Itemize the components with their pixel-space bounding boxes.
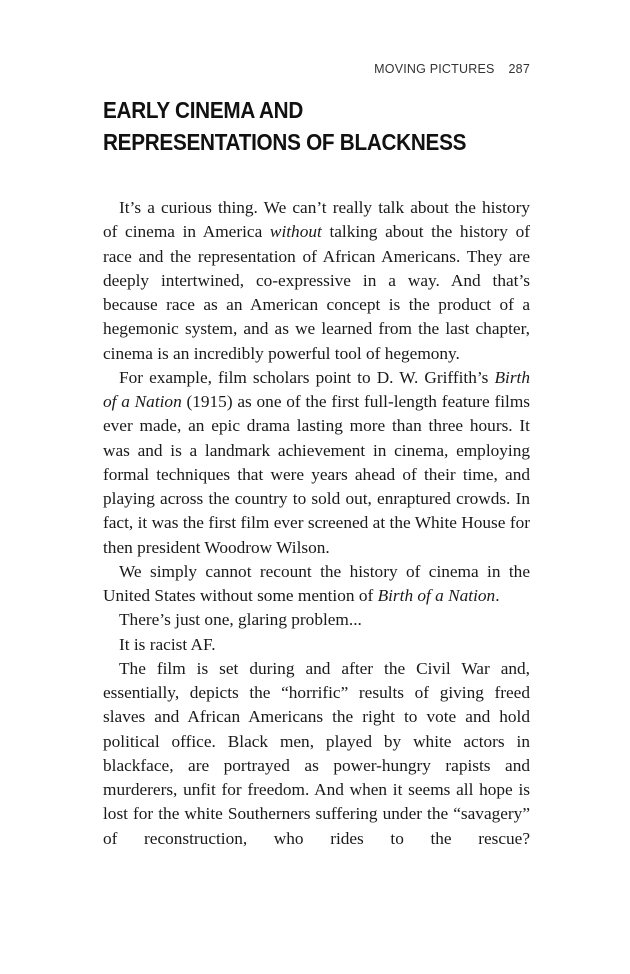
paragraph-4: There’s just one, glaring problem... [119, 610, 362, 630]
paragraph-1 [103, 196, 530, 366]
running-head-section: MOVING PICTURES [374, 62, 495, 76]
page-number: 287 [508, 62, 530, 76]
paragraph-3-film-title: Birth of a Nation [377, 586, 496, 605]
paragraph-6: The film is set during and after the Civil War and, essentially, depicts the “horrific” results of giving freed slaves and African Americans the right to vote and hold political office. Black men, played by white actors in blackface, are portrayed as power-hungry rapists and murderers, unfit for freedom. And when it seems all hope is lost for the white Southerners suffering under the “savagery” of reconstruction, who rides to the rescue? [103, 658, 530, 848]
running-head [374, 62, 530, 76]
paragraph-2 [103, 366, 530, 560]
section-title: EARLY CINEMA AND REPRESENTATIONS OF BLACKNESS [103, 97, 467, 155]
paragraph-3-text-a: We simply cannot recount the history of cinema in the United States without some mention of [103, 561, 530, 605]
paragraph-1-text-b: talking about the history of race and the representation of African Americans. They are deeply intertwined, co-expressive in a way. And that’s because race as an American concept is the product of a hegemonic system, and as we learned from the last chapter, cinema is an incredibly powerful tool of hegemony. [103, 222, 530, 363]
paragraph-2-text-b: (1915) as one of the first full-length feature films ever made, an epic drama lasting more than three hours. It was and is a landmark achievement in cinema, employing formal techniques that were years ahead of their time, and playing across the country to sold out, enraptured crowds. In fact, it was the first film ever screened at the White House for then president Woodrow Wilson. [103, 392, 530, 557]
body-text [103, 196, 530, 851]
paragraph-2-film-title: Birth of a Nation [103, 367, 530, 411]
paragraph-3 [103, 560, 530, 609]
paragraph-1-text-a: It’s a curious thing. We can’t really talk about the history of cinema in America [103, 198, 530, 242]
paragraph-5: It is racist AF. [119, 634, 216, 654]
paragraph-3-text-b: . [495, 586, 500, 605]
paragraph-2-text-a: For example, film scholars point to D. W. Griffith’s [119, 367, 495, 387]
paragraph-1-emphasis: without [269, 222, 322, 242]
